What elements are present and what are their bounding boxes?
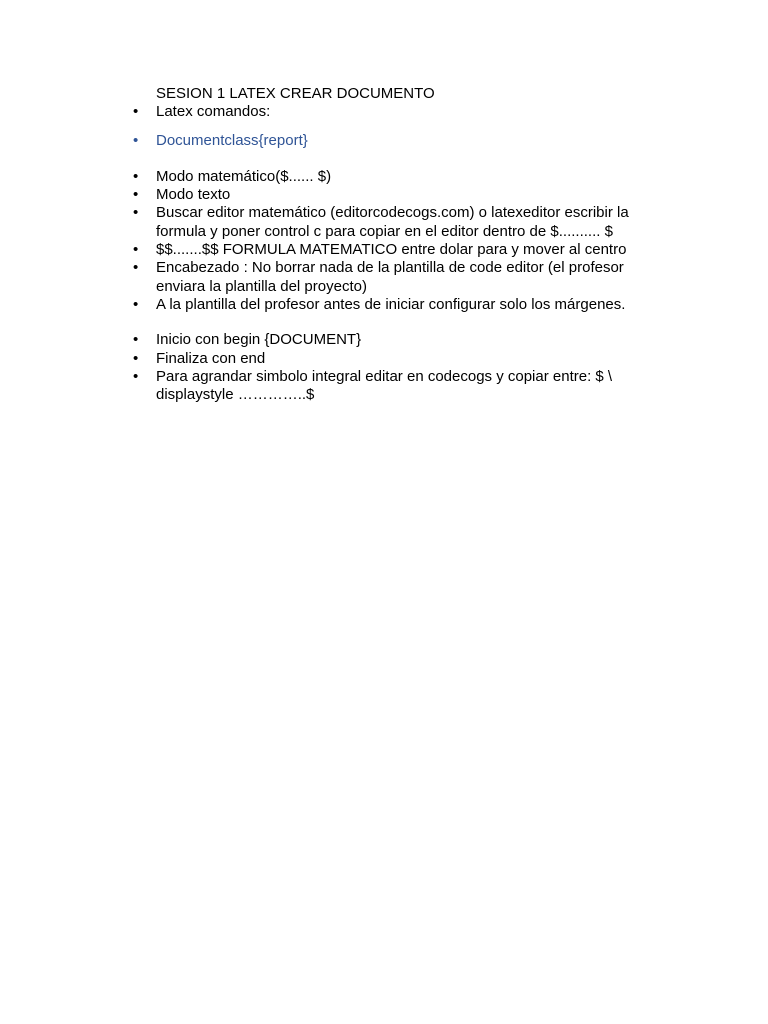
list-item-text: Latex comandos: [156, 103, 271, 121]
list-item [133, 295, 656, 314]
bullet-icon: • [133, 367, 139, 385]
list-item [133, 349, 656, 368]
list-item [133, 186, 656, 204]
document-body [133, 85, 656, 404]
bullet-icon: • [133, 295, 139, 313]
list-item [133, 241, 656, 259]
list-item-text: Modo matemático($...... $) [156, 167, 332, 185]
document-title: SESION 1 LATEX CREAR DOCUMENTO [156, 85, 435, 102]
list-item-text: Documentclass{report} [156, 131, 308, 149]
list-item [133, 259, 656, 296]
bullet-icon: • [133, 103, 139, 121]
bullet-icon: • [133, 259, 139, 277]
bullet-icon: • [133, 131, 139, 149]
list-item-text: Buscar editor matemático (editorcodecogs.com) o latexeditor escribir la formula y poner control c para copiar en el editor dentro de $.......... $ [156, 204, 629, 240]
bullet-list [133, 103, 656, 404]
list-item [133, 204, 656, 241]
list-item-text: Finaliza con end [156, 349, 266, 367]
list-item [133, 367, 656, 405]
bullet-icon: • [133, 331, 139, 349]
bullet-icon: • [133, 349, 139, 367]
list-item-text: Encabezado : No borrar nada de la plantilla de code editor (el profesor enviara la plantilla del proyecto) [156, 259, 624, 295]
bullet-icon: • [133, 204, 139, 222]
list-item-text: $$.......$$ FORMULA MATEMATICO entre dolar para y mover al centro [156, 241, 627, 259]
list-item-text: Inicio con begin {DOCUMENT} [156, 331, 362, 349]
list-item [133, 167, 656, 186]
bullet-icon: • [133, 167, 139, 185]
list-item-text: Modo texto [156, 186, 231, 204]
bullet-icon: • [133, 241, 139, 259]
list-item [133, 131, 656, 150]
list-item-text: A la plantilla del profesor antes de iniciar configurar solo los márgenes. [156, 295, 626, 313]
list-item [133, 103, 656, 121]
bullet-icon: • [133, 186, 139, 204]
list-item [133, 331, 656, 349]
list-item-text: Para agrandar simbolo integral editar en codecogs y copiar entre: $ \ displaystyle …………..$ [156, 367, 613, 404]
